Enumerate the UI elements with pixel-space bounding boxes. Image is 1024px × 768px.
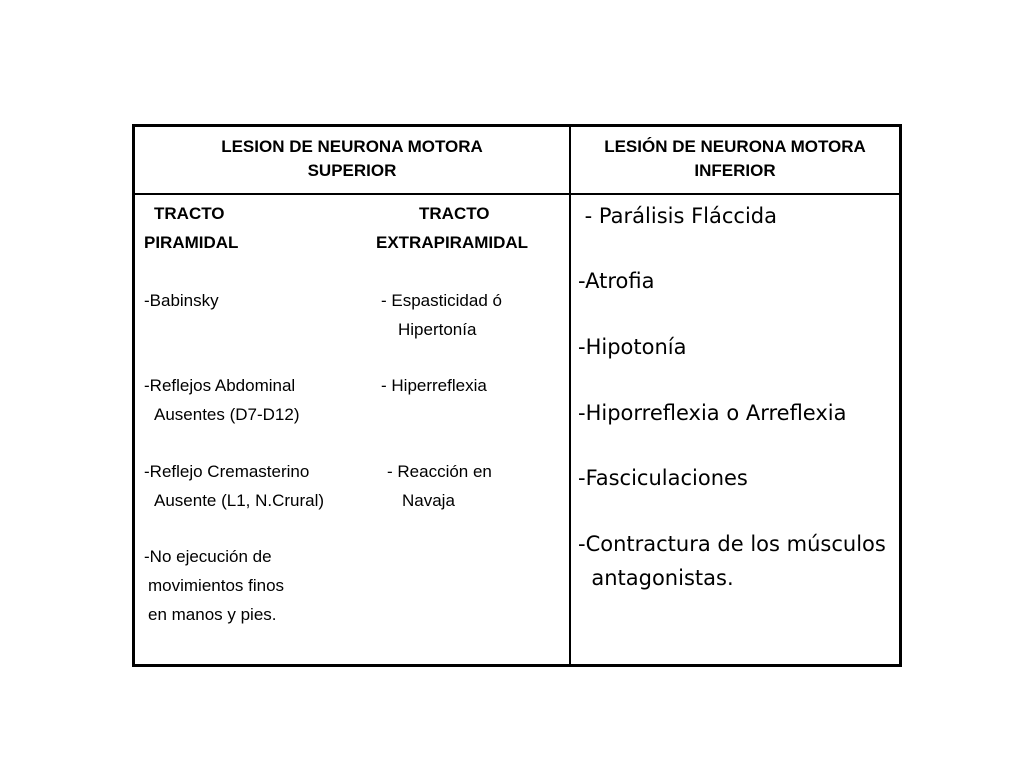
tract-pyramidal-heading-line2: PIRAMIDAL	[144, 233, 239, 252]
pyramidal-item-fine-movements-line2: movimientos finos	[148, 576, 285, 595]
pyramidal-item-cremasteric-line2: Ausente (L1, N.Crural)	[154, 491, 325, 510]
header-lower-motor-neuron	[571, 135, 899, 183]
tract-extrapyramidal-heading-line1: TRACTO	[419, 204, 490, 223]
header-lower-line2: INFERIOR	[694, 161, 776, 180]
lesion-comparison-table	[132, 124, 902, 667]
pyramidal-item-abdominal-line1: -Reflejos Abdominal	[144, 376, 296, 395]
header-upper-line2: SUPERIOR	[307, 161, 397, 180]
tract-pyramidal-heading-line1: TRACTO	[154, 204, 225, 223]
lmn-item-contracture-line2: antagonistas.	[578, 566, 734, 590]
lmn-item-atrophy: -Atrofia	[578, 269, 655, 293]
pyramidal-item-fine-movements-line3: en manos y pies.	[148, 605, 277, 624]
extrapyramidal-item-clasp-knife-line2: Navaja	[402, 491, 455, 510]
pyramidal-item-fine-movements-line1: -No ejecución de	[144, 547, 272, 566]
extrapyramidal-item-hyperreflexia: - Hiperreflexia	[381, 376, 487, 395]
column-divider	[569, 127, 571, 664]
extrapyramidal-item-spasticity-line2: Hipertonía	[398, 320, 477, 339]
header-upper-motor-neuron	[135, 135, 569, 183]
pyramidal-item-cremasteric-line1: -Reflejo Cremasterino	[144, 462, 310, 481]
lmn-item-contracture-line1: -Contractura de los músculos	[578, 532, 886, 556]
lmn-item-hyporeflexia: -Hiporreflexia o Arreflexia	[578, 401, 847, 425]
lmn-item-flaccid-paralysis: - Parálisis Fláccida	[578, 204, 777, 228]
extrapyramidal-item-spasticity-line1: - Espasticidad ó	[381, 291, 502, 310]
pyramidal-item-babinsky: -Babinsky	[144, 291, 219, 310]
lmn-item-hypotonia: -Hipotonía	[578, 335, 687, 359]
lmn-item-fasciculations: -Fasciculaciones	[578, 466, 748, 490]
extrapyramidal-item-clasp-knife-line1: - Reacción en	[387, 462, 492, 481]
header-lower-line1: LESIÓN DE NEURONA MOTORA	[604, 137, 866, 156]
tract-extrapyramidal-heading-line2: EXTRAPIRAMIDAL	[376, 233, 529, 252]
header-upper-line1: LESION DE NEURONA MOTORA	[221, 137, 483, 156]
pyramidal-item-abdominal-line2: Ausentes (D7-D12)	[154, 405, 300, 424]
header-divider	[135, 193, 899, 195]
